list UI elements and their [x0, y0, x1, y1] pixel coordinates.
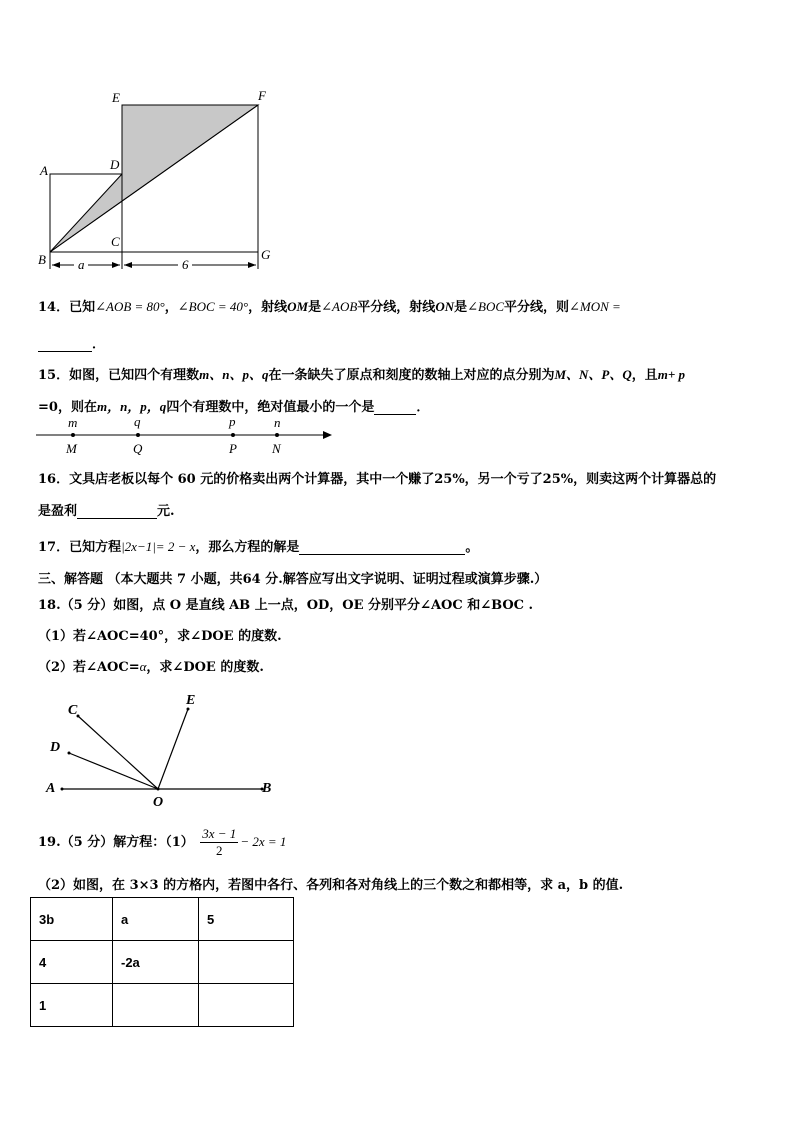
- grid-cell: [113, 984, 199, 1027]
- axis-q: q: [134, 414, 141, 429]
- label-g: G: [261, 247, 271, 262]
- label-e: E: [112, 90, 120, 105]
- grid-cell: -2a: [113, 941, 199, 984]
- label-b: B: [38, 252, 46, 267]
- point-n: [275, 433, 279, 437]
- question-18: 18.（5 分）如图，点 O 是直线 AB 上一点，OD，OE 分别平分∠AOC 和∠BOC .: [38, 598, 534, 613]
- label-a: A: [40, 163, 48, 178]
- square-figure: [30, 85, 290, 280]
- section-3-heading: 三、解答题 （本大题共 7 小题，共64 分.解答应写出文字说明、证明过程或演算步骤.）: [38, 572, 548, 587]
- fig18-label-b: B: [262, 781, 272, 796]
- q14-blank[interactable]: [38, 337, 92, 352]
- fig18-label-o: O: [153, 795, 164, 810]
- dim-6-label: 6: [182, 257, 189, 272]
- grid-cell: [199, 984, 294, 1027]
- question-17: 17．已知方程|2x−1|= 2 − x，那么方程的解是 。: [38, 539, 479, 555]
- q17-blank[interactable]: [299, 540, 465, 555]
- number-line: [36, 428, 336, 442]
- dim-a-label: a: [78, 257, 85, 272]
- point-q: [136, 433, 140, 437]
- grid-cell: [199, 941, 294, 984]
- q15-blank[interactable]: [374, 400, 416, 415]
- grid-cell: 5: [199, 898, 294, 941]
- q14-expr1: ∠AOB = 80°: [95, 299, 165, 314]
- fig18-label-d: D: [50, 740, 61, 755]
- point-m: [71, 433, 75, 437]
- fig18-label-c: C: [68, 703, 78, 718]
- axis-p: p: [229, 414, 236, 429]
- point-p: [231, 433, 235, 437]
- q16-blank[interactable]: [77, 504, 157, 519]
- grid-cell: 4: [31, 941, 113, 984]
- axis-P: P: [229, 441, 237, 456]
- grid-cell: a: [113, 898, 199, 941]
- q18-part2: （2）若∠AOC=α，求∠DOE 的度数.: [38, 659, 264, 675]
- question-14: 14．已知∠AOB = 80°，∠BOC = 40°，射线OM是∠AOB平分线，射线ON是∠BOC平分线，则∠MON =: [38, 299, 621, 315]
- question-16-line2: 是盈利 元.: [38, 504, 175, 519]
- grid-row: [31, 941, 294, 984]
- q14-number: 14．: [38, 300, 70, 315]
- label-f: F: [258, 88, 266, 103]
- angle-figure: [50, 690, 280, 800]
- label-c: C: [111, 234, 120, 249]
- q17-equation: |2x−1|= 2 − x: [121, 539, 196, 554]
- magic-square-grid: [30, 897, 294, 1027]
- q14-answer-line: ．: [38, 333, 105, 352]
- grid-cell: 1: [31, 984, 113, 1027]
- grid-row: [31, 984, 294, 1027]
- grid-row: [31, 898, 294, 941]
- q19-fraction: $\frac{3x - 1}{2}$: [202, 826, 237, 858]
- question-15: 15．如图，已知四个有理数m、n、p、q在一条缺失了原点和刻度的数轴上对应的点分别为M、N、P、Q，且m+ p: [38, 367, 686, 383]
- axis-m: m: [68, 415, 78, 430]
- question-19: 19.（5 分）解方程：（1） $\frac{3x - 1}{2}$ − 2x = 1: [38, 826, 287, 858]
- label-d: D: [110, 157, 120, 172]
- q18-part1: （1）若∠AOC=40°，求∠DOE 的度数.: [38, 629, 282, 644]
- question-15-line2: =0，则在m，n，p，q四个有理数中，绝对值最小的一个是 ．: [38, 399, 430, 415]
- q14-expr2: ∠BOC = 40°: [177, 299, 249, 314]
- fig18-label-a: A: [46, 781, 56, 796]
- fig18-label-e: E: [186, 693, 196, 708]
- grid-cell: 3b: [31, 898, 113, 941]
- question-16: 16．文具店老板以每个 60 元的价格卖出两个计算器，其中一个赚了25%，另一个亏了25%，则卖这两个计算器总的: [38, 472, 717, 487]
- axis-N: N: [272, 441, 281, 456]
- axis-n: n: [274, 415, 281, 430]
- q19-part2: （2）如图，在 3×3 的方格内，若图中各行、各列和各对角线上的三个数之和都相等，求 a，b 的值.: [38, 878, 624, 893]
- axis-Q: Q: [133, 441, 143, 456]
- axis-M: M: [66, 441, 77, 456]
